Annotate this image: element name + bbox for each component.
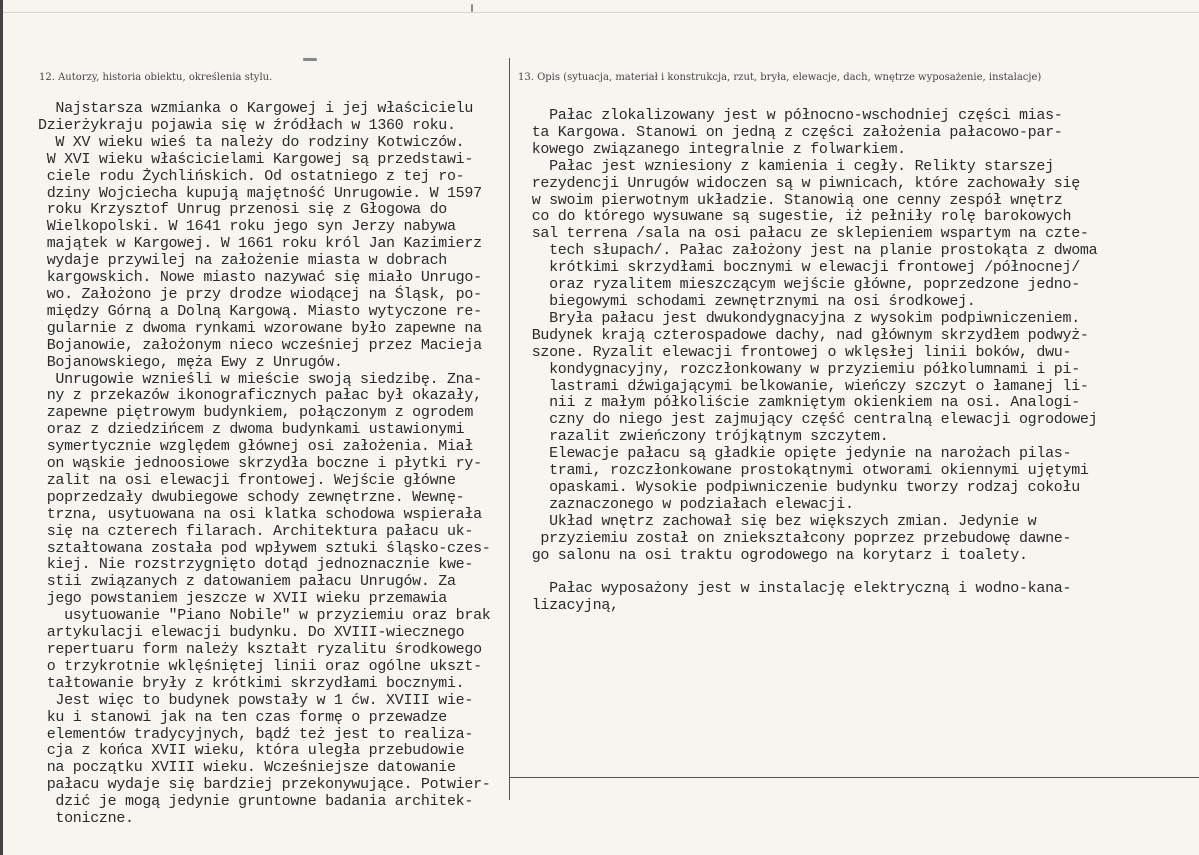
top-rule [3,12,1199,13]
description-text-line [523,564,1097,581]
description-text-line: czny do niego jest zajmujący część centralną elewacji ogrodowej [523,411,1098,429]
history-text-line: ny z przekazów ikonograficznych pałac był okazały, [38,387,482,405]
description-text-line: nii z małym półkoliście zamkniętym okienkiem na osi. Analogi- [523,394,1080,412]
history-text-line: elementów tradycyjnych, bądź też jest to realiza- [38,725,474,743]
section-12-header: 12. Autorzy, historia obiektu, określenia stylu. [39,72,273,83]
history-text-line: jego powstaniem jeszcze w XVII wieku przemawia [38,590,447,608]
history-text-line: Dzierżykraju pojawia się w źródłach w 1360 roku. [38,116,456,134]
history-text-line: usytuowanie "Piano Nobile" w przyziemiu oraz brak [38,607,491,625]
history-text-line: W XV wieku wieś ta należy do rodziny Kotwiczów. [38,133,465,151]
description-text-line: Budynek krają czterospadowe dachy, nad głównym skrzydłem podwyż- [523,326,1089,344]
history-text-line: się na czterech filarach. Architektura pałacu uk- [38,522,474,540]
history-text-line: repertuaru form należy kształt ryzalitu środkowego [38,641,482,658]
description-text-line: kondygnacyjny, rozczłonkowany w przyziemiu półkolumnami i pi- [523,360,1080,378]
history-text-line: stii związanych z datowaniem pałacu Unrugów. Za [38,573,456,591]
history-text-line: Unrugowie wznieśli w mieście swoją siedzibę. Zna- [38,370,482,388]
history-text-line: ciele rodu Żychlińskich. Od ostatniego z tej ro- [38,167,465,185]
history-text-line: wydaje przywilej na założenie miasta w dobrach [38,252,447,270]
description-text-line: kowego związanego integralnie z folwarkiem. [523,140,906,158]
history-text-line: tałtowanie bryły z krótkimi skrzydłami bocznymi. [38,674,465,692]
description-text-line: ta Kargowa. Stanowi on jedną z części założenia pałacowo-par- [523,123,1063,141]
history-text-line: dziny Wojciecha kupują majętność Unrugowie. W 1597 [38,184,482,202]
history-text-line: kargowskich. Nowe miasto nazywać się miało Unrugo- [38,269,482,287]
description-text-line: biegowymi schodami zewnętrznymi na osi środkowej. [523,292,976,310]
history-text-line: W XVI wieku właścicielami Kargowej są przedstawi- [38,150,474,168]
description-text-line: tech słupach/. Pałac założony jest na planie prostokąta z dwoma [523,242,1098,260]
description-text [523,108,1097,615]
description-text-line: rezydencji Unrugów widoczen są w piwnicach, które zachowały się [523,174,1080,192]
history-text [38,101,490,828]
description-text-line: przyziemiu został on zniekształcony poprzez przebudowę dawne- [523,529,1072,547]
history-text-line: kiej. Nie rozstrzygnięto dotąd jednoznacznie kwe- [38,556,474,574]
history-text-line: roku Krzysztof Unrug przenosi się z Głogowa do [38,201,447,219]
column-divider [509,58,510,800]
history-text-line: toniczne. [38,810,134,828]
section-13-header: 13. Opis (sytuacja, materiał i konstrukcja, rzut, bryła, elewacje, dach, wnętrze wyposażenie, instalacje) [518,72,1042,83]
description-text-line: w swoim pierwotnym układzie. Stanowią one cenny zespół wnętrz [523,191,1063,209]
description-text-line: co do którego wysuwane są sugestie, iż pełniły rolę barokowych [523,208,1072,226]
history-text-line: Jest więc to budynek powstały w 1 ćw. XVIII wie- [38,691,474,709]
history-text-line: Wielkopolski. W 1641 roku jego syn Jerzy nabywa [38,218,456,236]
description-text-line: oraz ryzalitem mieszczącym wejście główne, poprzedzone jedno- [523,276,1080,294]
history-text-line: ształtowana została pod wpływem sztuki śląsko-czes- [38,539,491,557]
description-text-line: Pałac wyposażony jest w instalację elektryczną i wodno-kana- [523,580,1072,598]
description-text-line: lizacyjną, [523,597,619,615]
history-text-line: gularnie z dwoma rynkami wzorowane było zapewne na [38,319,482,337]
description-text-line: Układ wnętrz zachował się bez większych zmian. Jedynie w [523,512,1037,530]
description-text-line: opaskami. Wysokie podpiwniczenie budynku tworzy rodzaj cokołu [523,478,1080,496]
description-text-line: go salonu na osi traktu ogrodowego na korytarz i toalety. [523,546,1028,564]
description-text-line: Pałac jest wzniesiony z kamienia i cegły. Relikty starszej [523,157,1054,175]
description-text-line: lastrami dźwigającymi belkowanie, wieńczy szczyt o łamanej li- [523,377,1089,395]
history-text-line: on wąskie jednoosiowe skrzydła boczne i płytki ry- [38,455,482,473]
description-text-line: sal terrena /sala na osi pałacu ze sklepieniem wspartym na czte- [523,225,1089,243]
history-text-line: Najstarsza wzmianka o Kargowej i jej właścicielu [38,100,474,117]
history-text-line: ku i stanowi jak na ten czas formę o przewadze [38,708,447,726]
description-text-line: krótkimi skrzydłami bocznymi w elewacji frontowej /północnej/ [523,259,1080,277]
description-text-line: Bryła pałacu jest dwukondygnacyjna z wysokim podpiwniczeniem. [523,309,1080,327]
description-text-line: Pałac zlokalizowany jest w północno-wschodniej części mias- [523,107,1063,124]
description-text-line: razalit zwieńczony trójkątnym szczytem. [523,428,889,446]
description-text-line: szone. Ryzalit elewacji frontowej o wklęsłej linii boków, dwu- [523,343,1072,361]
history-text-line: oraz z dziedzińcem z dwoma budynkami ustawionymi [38,421,465,439]
history-text-line: zalit na osi elewacji frontowej. Wejście główne [38,471,456,489]
history-text-line: na początku XVIII wieku. Wcześniejsze datowanie [38,759,456,777]
description-text-line: zaznaczonego w podziałach elewacji. [523,495,854,513]
history-text-line: Bojanowskiego, męża Ewy z Unrugów. [38,353,343,371]
paper-speck [303,58,317,61]
history-text-line: Bojanowie, założonym nieco wcześniej przez Macieja [38,336,482,354]
description-text-line: trami, rozczłonkowane prostokątnymi otworami okiennymi ujętymi [523,462,1089,480]
paper-speck [471,4,473,12]
history-text-line: między Górną a Dolną Kargową. Miasto wytyczone re- [38,302,482,320]
history-text-line: o trzykrotnie wklęśniętej linii oraz ogólne ukszt- [38,657,482,675]
history-text-line: poprzedzały dwubiegowe schody zewnętrzne. Wewnę- [38,488,465,506]
history-text-line: cja z końca XVII wieku, która uległa przebudowie [38,742,465,760]
history-text-line: zapewne piętrowym budynkiem, połączonym z ogrodem [38,404,474,422]
history-text-line: pałacu wydaje się bardziej przekonywujące. Potwier- [38,776,491,794]
history-text-line: trzna, usytuowana na osi klatka schodowa wspierała [38,505,482,523]
bottom-rule [509,777,1199,778]
history-text-line: artykulacji elewacji budynku. Do XVIII-wiecznego [38,624,465,642]
history-text-line: symertycznie względem głównej osi założenia. Miał [38,438,474,456]
history-text-line: majątek w Kargowej. W 1661 roku król Jan Kazimierz [38,235,482,253]
history-text-line: dzić je mogą jedynie gruntowne badania architek- [38,793,474,811]
history-text-line: wo. Założono je przy drodze wiodącej na Śląsk, po- [38,285,482,303]
description-text-line: Elewacje pałacu są gładkie opięte jedynie na narożach pilas- [523,445,1072,463]
